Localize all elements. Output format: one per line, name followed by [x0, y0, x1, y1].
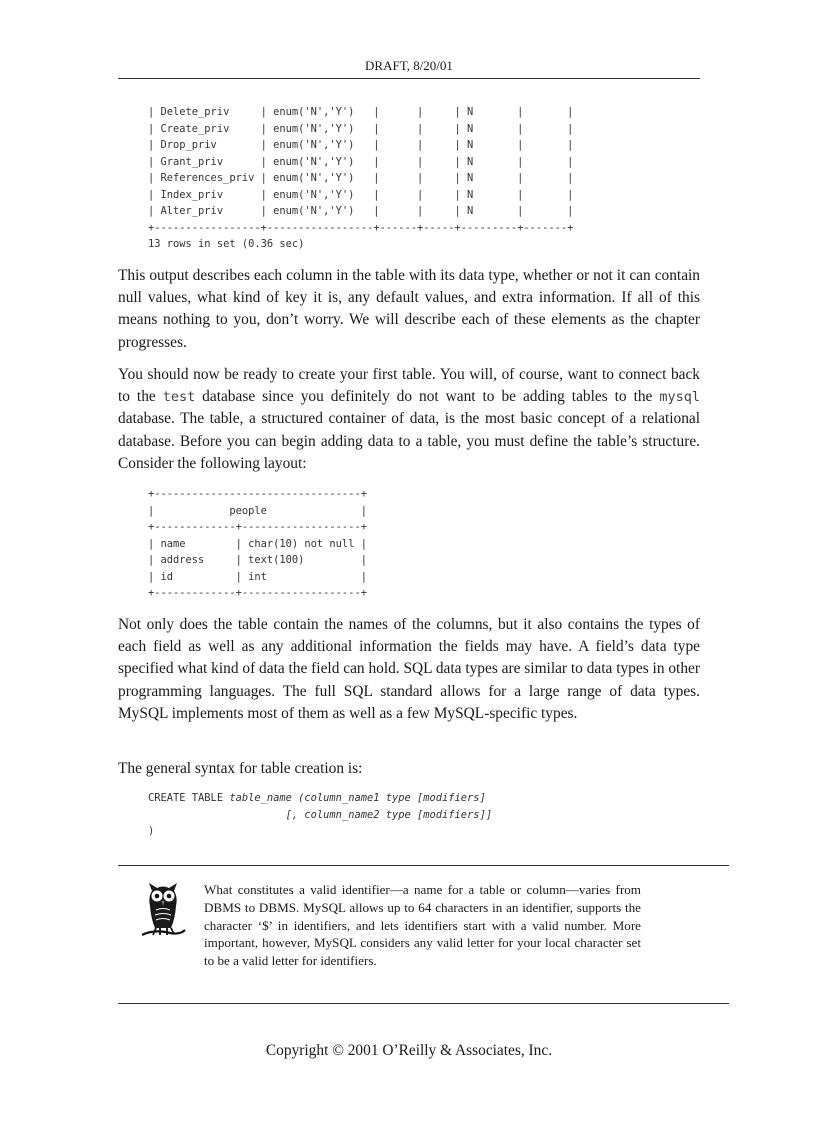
syntax-open-paren: ( — [291, 792, 305, 804]
describe-row: | Delete_priv | enum('N','Y') | | | N | | — [148, 106, 574, 118]
mysql-database-name: mysql — [659, 389, 700, 406]
test-database-name: test — [162, 389, 196, 406]
syntax-column-1: column_name1 type [modifiers] — [304, 792, 486, 804]
owl-icon — [140, 880, 186, 944]
syntax-column-2: [, column_name2 type [modifiers]] — [285, 808, 493, 821]
layout-line: | id | int | — [148, 570, 367, 583]
note-top-rule — [118, 865, 729, 866]
paragraph-text: database. The table, a structured container of data, is the most basic concept of a relational database. Before you can begin adding data to a table, you must define the table’s structure. Consider the following layout: — [118, 410, 700, 472]
describe-row: | References_priv | enum('N','Y') | | | N | | — [148, 172, 574, 184]
identifier-note-text: What constitutes a valid identifier—a name for a table or column—varies from DBMS to DBMS. MySQL allows up to 64 characters in an identifier, supports the character ‘$’ in identifiers, and lets identifiers start with a valid number. More important, however, MySQL considers any valid letter for your local character set to be a valid letter for identifiers. — [204, 882, 641, 969]
layout-line: | address | text(100) | — [148, 554, 367, 566]
header-rule — [118, 78, 700, 79]
layout-line: | people | — [148, 504, 367, 517]
describe-output-block — [148, 104, 573, 253]
syntax-table-name: table_name — [229, 792, 292, 804]
paragraph-text: database since you definitely do not want to be adding tables to the — [195, 388, 660, 406]
describe-row: | Grant_priv | enum('N','Y') | | | N | | — [148, 155, 574, 168]
paragraph-output-description: This output describes each column in the table with its data type, whether or not it can contain null values, what kind of key it is, any default values, and extra information. If all of this means nothing to you, don’t worry. We will describe each of these elements as the chapter progresses. — [118, 267, 700, 351]
layout-line: +-------------+-------------------+ — [148, 587, 367, 599]
people-table-layout — [148, 486, 367, 602]
paragraph-column-types: Not only does the table contain the names of the columns, but it also contains the types of each field as well as any additional information the fields may have. A field’s data type specified what kind of data the field can hold. SQL data types are similar to data types in other programming languages. The full SQL standard allows for a large range of data types. MySQL implements most of them as well as a few MySQL-specific types. — [118, 616, 700, 722]
syntax-close-paren: ) — [148, 825, 155, 837]
describe-row: | Drop_priv | enum('N','Y') | | | N | | — [148, 139, 574, 151]
layout-line: | name | char(10) not null | — [148, 537, 367, 550]
describe-row: | Index_priv | enum('N','Y') | | | N | | — [148, 188, 574, 201]
paragraph-create-first-table — [118, 364, 700, 475]
describe-summary: 13 rows in set (0.36 sec) — [148, 238, 305, 250]
note-bottom-rule — [118, 1003, 729, 1004]
paragraph-syntax-intro: The general syntax for table creation is: — [118, 760, 363, 777]
layout-line: +-------------+-------------------+ — [148, 521, 367, 533]
running-header: DRAFT, 8/20/01 — [365, 58, 453, 73]
layout-line: +---------------------------------+ — [148, 488, 367, 500]
describe-border: +-----------------+-----------------+------+-----+---------+-------+ — [148, 221, 574, 234]
syntax-indent — [148, 809, 286, 821]
create-table-syntax — [148, 790, 492, 840]
describe-row: | Alter_priv | enum('N','Y') | | | N | | — [148, 205, 574, 217]
describe-row: | Create_priv | enum('N','Y') | | | N | | — [148, 122, 574, 135]
paragraph-text: You should now be ready to create your first table. You will, of course, want to connect back to the — [118, 366, 700, 406]
syntax-keyword: CREATE TABLE — [148, 792, 230, 804]
copyright-footer: Copyright © 2001 O’Reilly & Associates, Inc. — [265, 1042, 553, 1059]
